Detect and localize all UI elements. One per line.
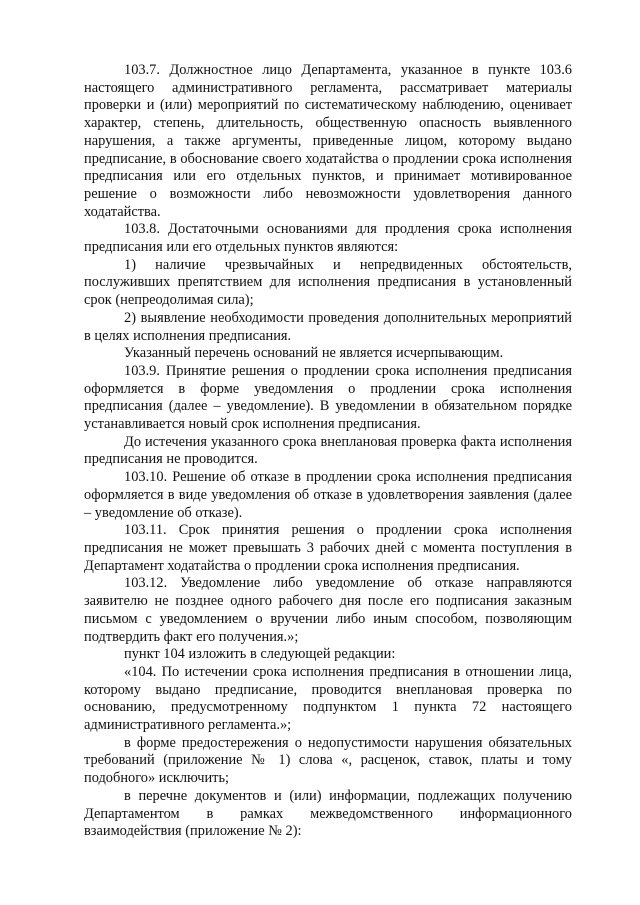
paragraph-103-10: 103.10. Решение об отказе в продлении срока исполнения предписания оформляется в виде уведомления об отказе в удовлетворения заявления (далее – уведомление об отказе).: [84, 469, 572, 521]
paragraph-103-7: 103.7. Должностное лицо Департамента, указанное в пункте 103.6 настоящего административного регламента, рассматривает материалы проверки и (или) мероприятий по систематическому наблюдению, оценивает характер, степень, длительность, общественную опасность выявленного нарушения, а также аргументы, приведенные лицом, которому выдано предписание, в обоснование своего ходатайства о продлении срока исполнения предписания или его отдельных пунктов, и принимает мотивированное решение о возможности либо невозможности удовлетворения данного ходатайства.: [84, 62, 572, 220]
paragraph-104: «104. По истечении срока исполнения предписания в отношении лица, которому выдано предписание, проводится внеплановая проверка по основанию, предусмотренному подпунктом 1 пункта 72 настоящего административного регламента.»;: [84, 663, 572, 734]
list-item-1: 1) наличие чрезвычайных и непредвиденных обстоятельств, послуживших препятствием для исполнения предписания в установленный срок (непреодолимая сила);: [84, 256, 572, 309]
paragraph-103-9-note: До истечения указанного срока внеплановая проверка факта исполнения предписания не проводится.: [84, 433, 572, 468]
document-body: [84, 62, 572, 841]
paragraph-103-9: 103.9. Принятие решения о продлении срока исполнения предписания оформляется в форме уведомления о продлении срока исполнения предписания (далее – уведомление). В уведомлении в обязательном порядке устанавливается новый срок исполнения предписания.: [84, 362, 572, 433]
paragraph-103-12: 103.12. Уведомление либо уведомление об отказе направляются заявителю не позднее одного рабочего дня после его подписания заказным письмом с уведомлением о вручении либо иным способом, позволяющим подтвердить факт его получения.»;: [84, 575, 572, 645]
paragraph-103-11: 103.11. Срок принятия решения о продлении срока исполнения предписания не может превышать 3 рабочих дней с момента поступления в Департамент ходатайства о продлении срока исполнения предписания.: [84, 522, 572, 574]
list-note: Указанный перечень оснований не является исчерпывающим.: [124, 345, 504, 362]
list-item-2: 2) выявление необходимости проведения дополнительных мероприятий в целях исполнения предписания.: [84, 309, 572, 344]
paragraph-103-8: 103.8. Достаточными основаниями для продления срока исполнения предписания или его отдельных пунктов являются:: [84, 221, 572, 256]
amendment-appendix-2: в перечне документов и (или) информации, подлежащих получению Департаментом в рамках межведомственного информационного взаимодействия (приложение № 2):: [84, 787, 572, 840]
amendment-intro: пункт 104 изложить в следующей редакции:: [124, 646, 396, 663]
amendment-appendix-1: в форме предостережения о недопустимости нарушения обязательных требований (приложение № 1) слова «, расценок, ставок, платы и тому подобного» исключить;: [84, 734, 572, 787]
